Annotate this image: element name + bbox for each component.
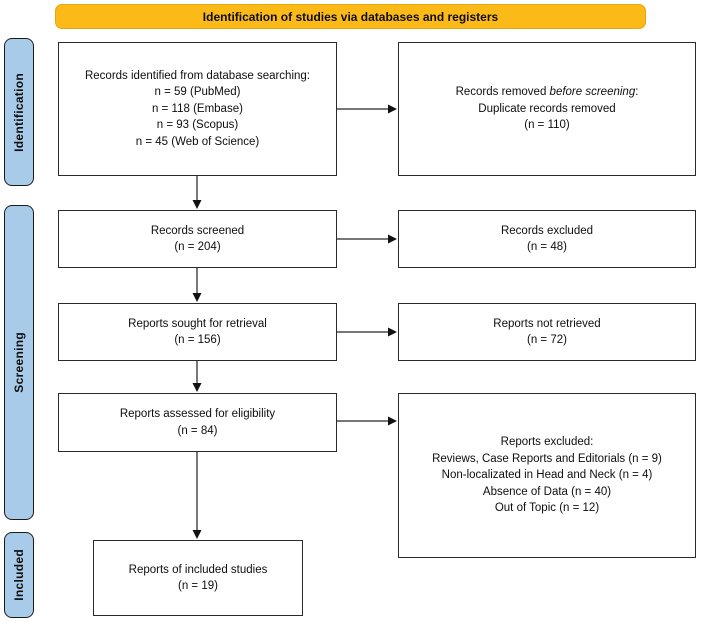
arrow-identified-to-screened-icon (193, 176, 202, 209)
box-line: (n = 19) (178, 580, 218, 592)
box-line: (n = 72) (527, 334, 567, 346)
arrow-sought-to-not-retrieved-icon (337, 328, 397, 337)
box-line: n = 118 (Embase) (152, 102, 243, 115)
box-included-studies (93, 540, 303, 616)
stage-label-screening (4, 205, 34, 520)
box-line: n = 93 (Scopus) (156, 119, 239, 132)
stage-label-identification-text: Identification (12, 72, 26, 152)
box-line (456, 84, 639, 101)
box-line-text: : (635, 86, 639, 99)
box-line: Records excluded (500, 224, 594, 237)
box-line: Reports not retrieved (493, 317, 601, 330)
box-line: Records screened (150, 224, 245, 237)
arrow-sought-to-assessed-icon (193, 361, 202, 392)
box-line: Out of Topic (n = 12) (494, 502, 600, 515)
box-reports-sought (58, 303, 337, 361)
box-reports-not-retrieved (398, 303, 696, 361)
stage-label-included (4, 532, 34, 618)
arrow-assessed-to-included-icon (193, 452, 202, 539)
box-line: Reports of included studies (128, 563, 268, 576)
banner-title-text: Identification of studies via databases and registers (202, 9, 499, 24)
box-line: (n = 204) (174, 241, 221, 253)
box-line: Absence of Data (n = 40) (482, 485, 612, 498)
box-line: (n = 156) (174, 334, 221, 346)
box-line: Duplicate records removed (478, 102, 616, 115)
stage-label-included-text: Included (12, 549, 26, 601)
box-line: Reports sought for retrieval (128, 317, 267, 330)
box-line: Non-localizated in Head and Neck (n = 4) (441, 469, 653, 482)
box-line: n = 45 (Web of Science) (135, 135, 260, 148)
box-line: (n = 110) (524, 119, 570, 132)
box-reports-assessed (58, 393, 337, 452)
box-line: (n = 48) (527, 241, 567, 253)
stage-label-identification (4, 38, 34, 186)
box-line: Reports excluded: (500, 436, 594, 449)
box-records-excluded (398, 210, 696, 268)
box-line: n = 59 (PubMed) (154, 86, 241, 99)
box-records-removed (398, 42, 696, 176)
box-line: Reports assessed for eligibility (119, 408, 276, 420)
stage-label-screening-text: Screening (12, 332, 26, 393)
box-reports-excluded (398, 393, 696, 558)
arrow-screened-to-sought-icon (193, 268, 202, 302)
box-line-italic-text: before screening (549, 86, 636, 99)
banner-title (55, 4, 646, 29)
box-records-identified (58, 42, 337, 176)
box-line-text: Records removed (455, 86, 550, 99)
arrow-identified-to-removed-icon (337, 105, 397, 114)
box-line: Records identified from database searching: (84, 69, 310, 82)
box-records-screened (58, 210, 337, 268)
box-line: Reviews, Case Reports and Editorials (n = 9) (432, 452, 662, 465)
arrow-screened-to-excluded-icon (337, 235, 397, 244)
box-line: (n = 84) (177, 424, 218, 437)
arrow-assessed-to-excluded-icon (337, 417, 397, 426)
